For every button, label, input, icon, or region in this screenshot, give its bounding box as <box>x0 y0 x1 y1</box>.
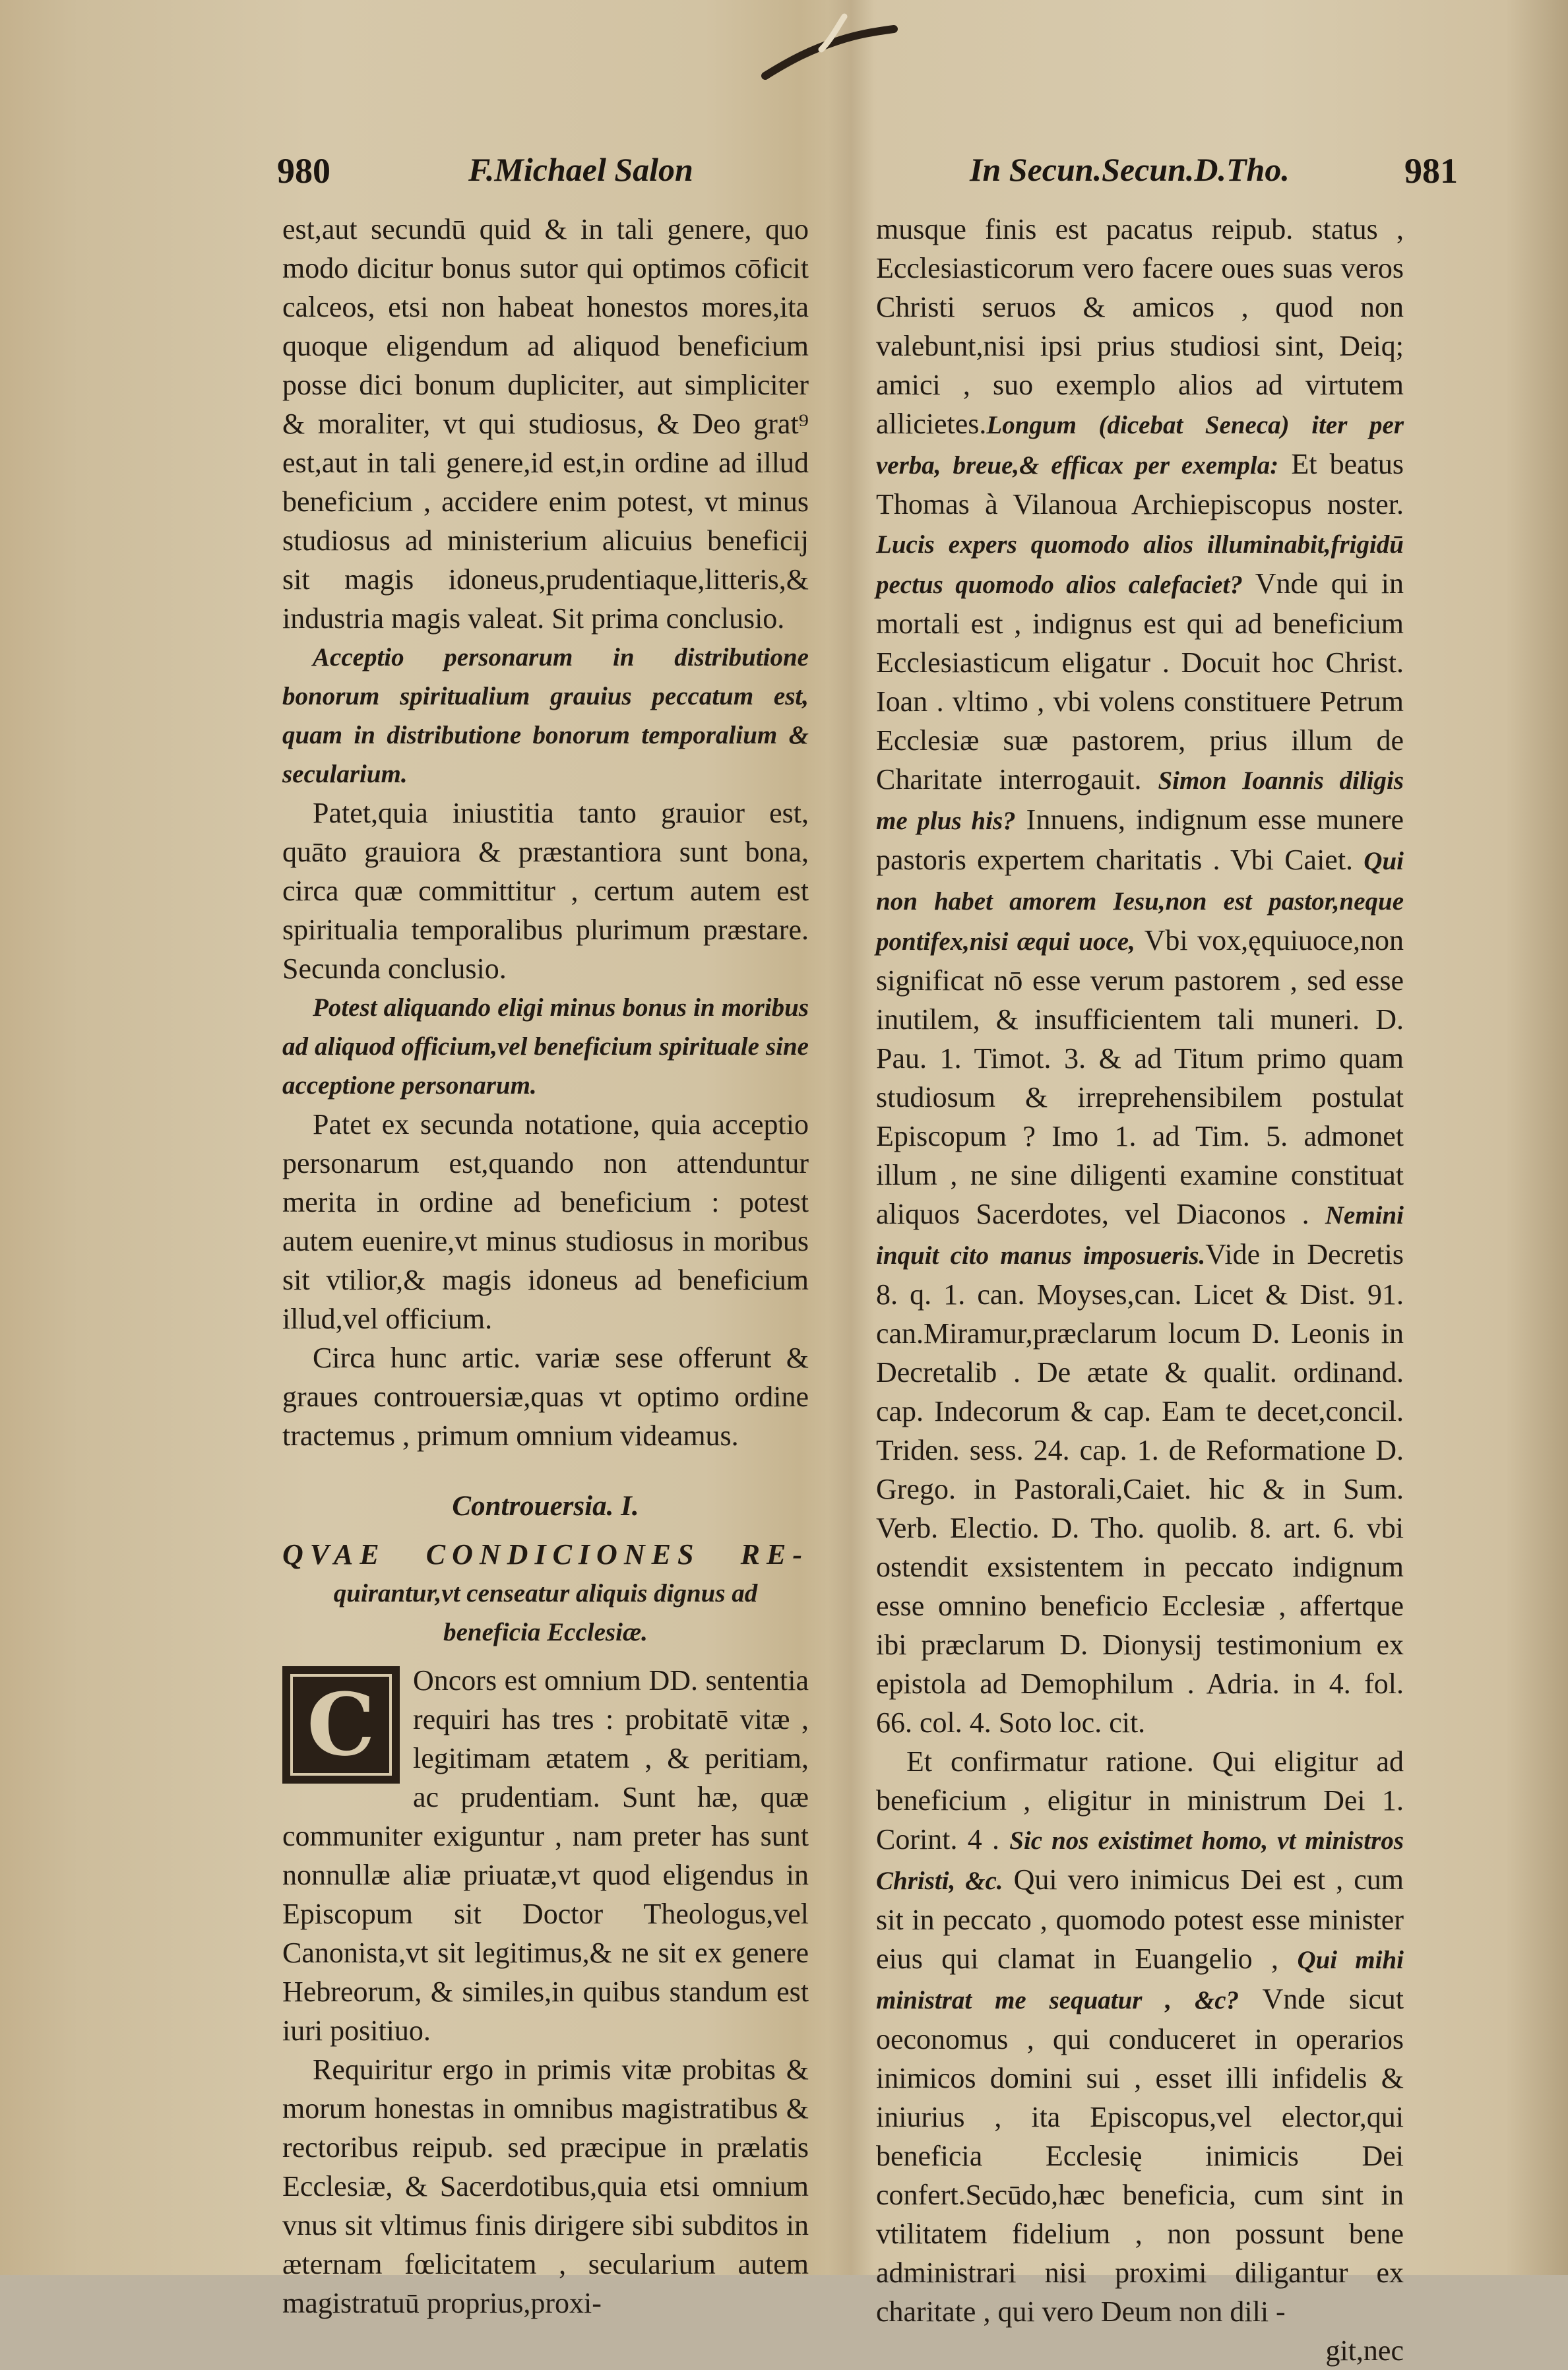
right-running-title: In Secun.Secun.D.Tho. <box>970 151 1290 188</box>
section-heading: Controuersia. I. <box>452 1491 639 1522</box>
paragraph: est,aut secundū quid & in tali genere, quo modo dicitur bonus sutor qui optimos cōficit calceos, etsi non habeat honestos mores,ita quoque eligendum ad aliquod beneficium posse dici bonum dupliciter, aut simpliciter & moraliter, vt qui studiosus, & Deo grat⁹ est,aut in tali genere,id est,in ordine ad illud beneficium , accidere enim potest, vt minus studiosus ad ministerium alicuius beneficij sit magis idoneus,prudentiaque,litteris,& industria magis valeat. Sit prima conclusio. <box>282 213 809 635</box>
right-page-number: 981 <box>1404 151 1458 191</box>
section-title-subline: quirantur,vt censeatur aliquis dignus ad beneficia Ecclesiæ. <box>333 1579 758 1646</box>
binding-thread <box>759 13 904 86</box>
paragraph <box>876 1742 1404 2331</box>
quotation-ioannis: Simon Ioannis diligis me plus his? <box>876 766 1404 835</box>
section-title-caps: QVAE CONDICIONES RE- <box>282 1538 809 1571</box>
left-page-number: 980 <box>277 151 330 191</box>
drop-cap-initial <box>282 1666 400 1784</box>
left-text-column <box>282 210 809 2323</box>
paragraph <box>876 210 1404 1742</box>
left-running-title: F.Michael Salon <box>468 151 693 188</box>
text-run: Innuens, indignum esse munere pastoris expertem charitatis . Vbi Caiet. <box>876 803 1404 876</box>
left-page-header <box>277 150 831 210</box>
quotation-vilanoua: Lucis expers quomodo alios illuminabit,frigidū pectus quomodo alios calefaciet? <box>876 530 1404 599</box>
text-run: Qui vero inimicus Dei est , cum sit in peccato , quomodo potest esse minister eius qui clamat in Euangelio , <box>876 1863 1404 1975</box>
quotation-caiet: Qui non habet amorem Iesu,non est pastor,neque pontifex,nisi æqui uoce, <box>876 847 1404 956</box>
page-gutter <box>828 0 874 2275</box>
text-run: Et confirmatur ratione. Qui eligitur ad beneficium , eligitur in ministrum Dei 1. Corint. 4 . <box>876 1745 1404 1855</box>
paragraph: Circa hunc artic. variæ sese offerunt & graues controuersiæ,quas vt optimo ordine tractemus , primum omnium videamus. <box>282 1342 809 1452</box>
text-run: Vnde qui in mortali est , indignus est qui ad beneficium Ecclesiasticum eligatur . Docuit hoc Christ. Ioan . vltimo , vbi volens constituere Petrum Ecclesiæ suæ pastorem, prius illum de Charitate interrogauit. <box>876 567 1404 795</box>
paragraph: Requiritur ergo in primis vitæ probitas & morum honestas in omnibus magistratibus & rectoribus reipub. sed præcipue in prælatis Ecclesiæ, & Sacerdotibus,quia etsi omnium vnus sit vltimus finis dirigere sibi subditos in æternam fœlicitatem , secularium autem magistratuū proprius,proxi- <box>282 2053 809 2319</box>
text-run: Vide in Decretis 8. q. 1. can. Moyses,can. Licet & Dist. 91. can.Miramur,præclarum locum D. Leonis in Decretalib . De ætate & qualit. ordinand. cap. Indecorum & cap. Eam te decet,concil. Triden. sess. 24. cap. 1. de Reformatione D. Grego. in Pastorali,Caiet. hic & in Sum. Verb. Electio. D. Tho. quolib. 8. art. 6. vbi ostendit exsistentem in peccato indignum esse omnino beneficio Ecclesiæ , affertque ibi præclarum D. Dionysij testimonium ex epistola ad Demophilum . Adria. in 4. fol. 66. col. 4. Soto loc. cit. <box>876 1238 1404 1739</box>
text-run: Et beatus Thomas à Vilanoua Archiepiscopus noster. <box>876 448 1404 520</box>
paragraph: Patet,quia iniustitia tanto grauior est, quāto grauiora & præstantiora sunt bona, circa quæ committitur , certum autem est spiritualia temporalibus plurimum præstare. Secunda conclusio. <box>282 797 809 985</box>
right-text-column <box>876 210 1404 2370</box>
paragraph: Patet ex secunda notatione, quia acceptio personarum est,quando non attenduntur merita in ordine ad beneficium : potest autem euenire,vt minus studiosus in moribus sit vtilior,& magis idoneus ad beneficium illud,vel officium. <box>282 1108 809 1335</box>
right-page-header <box>970 150 1458 210</box>
quotation-seneca: Longum (dicebat Seneca) iter per verba, breue,& efficax per exempla: <box>876 411 1404 480</box>
quotation-pauli: Nemini inquit cito manus imposueris. <box>876 1201 1404 1270</box>
catchword: git,nec <box>1325 2334 1404 2367</box>
paragraph: Oncors est omnium DD. sententia requiri has tres : probitatē vitæ , legitimam ætatem , & peritiam, ac prudentiam. Sunt hæ, quæ communiter exiguntur , nam preter has sunt nonnullæ aliæ priuatæ,vt quod eligendus in Episcopum sit Doctor Theologus,vel Canonista,vt sit legitimus,& ne sit ex genere Hebreorum, & similes,in quibus standum est iuri positiuo. <box>282 1664 809 2047</box>
text-run: musque finis est pacatus reipub. status , Ecclesiasticorum vero facere oues suas veros Christi seruos & amicos , quod non valebunt,nisi ipsi prius studiosi sint, Deiq; amici , suo exemplo alios ad virtutem allicietes. <box>876 213 1404 440</box>
quotation-corint: Sic nos existimet homo, vt ministros Christi, &c. <box>876 1826 1404 1895</box>
text-run: Vnde sicut oeconomus , qui conduceret in operarios inimicos domini sui , esset illi infidelis & iniurius , ita Episcopus,vel elector,qui beneficia Ecclesię inimicis Dei confert.Secūdo,hæc beneficia, cum sint in vtilitatem fidelium , non possunt bene administrari nisi proximi diligantur ex charitate , qui vero Deum non dili - <box>876 1983 1404 2328</box>
conclusion-statement: Acceptio personarum in distributione bonorum spiritualium grauius peccatum est, quam in distributione bonorum temporalium & secularium. <box>282 643 809 788</box>
text-run: Vbi vox,ęquiuoce,non significat nō esse verum pastorem , sed esse inutilem, & insufficientem tali muneri. D. Pau. 1. Timot. 3. & ad Titum primo quam studiosum & irreprehensibilem postulat Episcopum ? Imo 1. ad Tim. 5. admonet illum , ne sine diligenti examine constituat aliquos Sacerdotes, vel Diaconos . <box>876 924 1404 1230</box>
quotation-euangelio: Qui mihi ministrat me sequatur , &c? <box>876 1946 1404 2014</box>
conclusion-statement: Potest aliquando eligi minus bonus in moribus ad aliquod officium,vel beneficium spirituale sine acceptione personarum. <box>282 993 809 1100</box>
drop-cap-letter: C <box>290 1674 392 1776</box>
drop-cap-paragraph <box>282 1661 809 2050</box>
